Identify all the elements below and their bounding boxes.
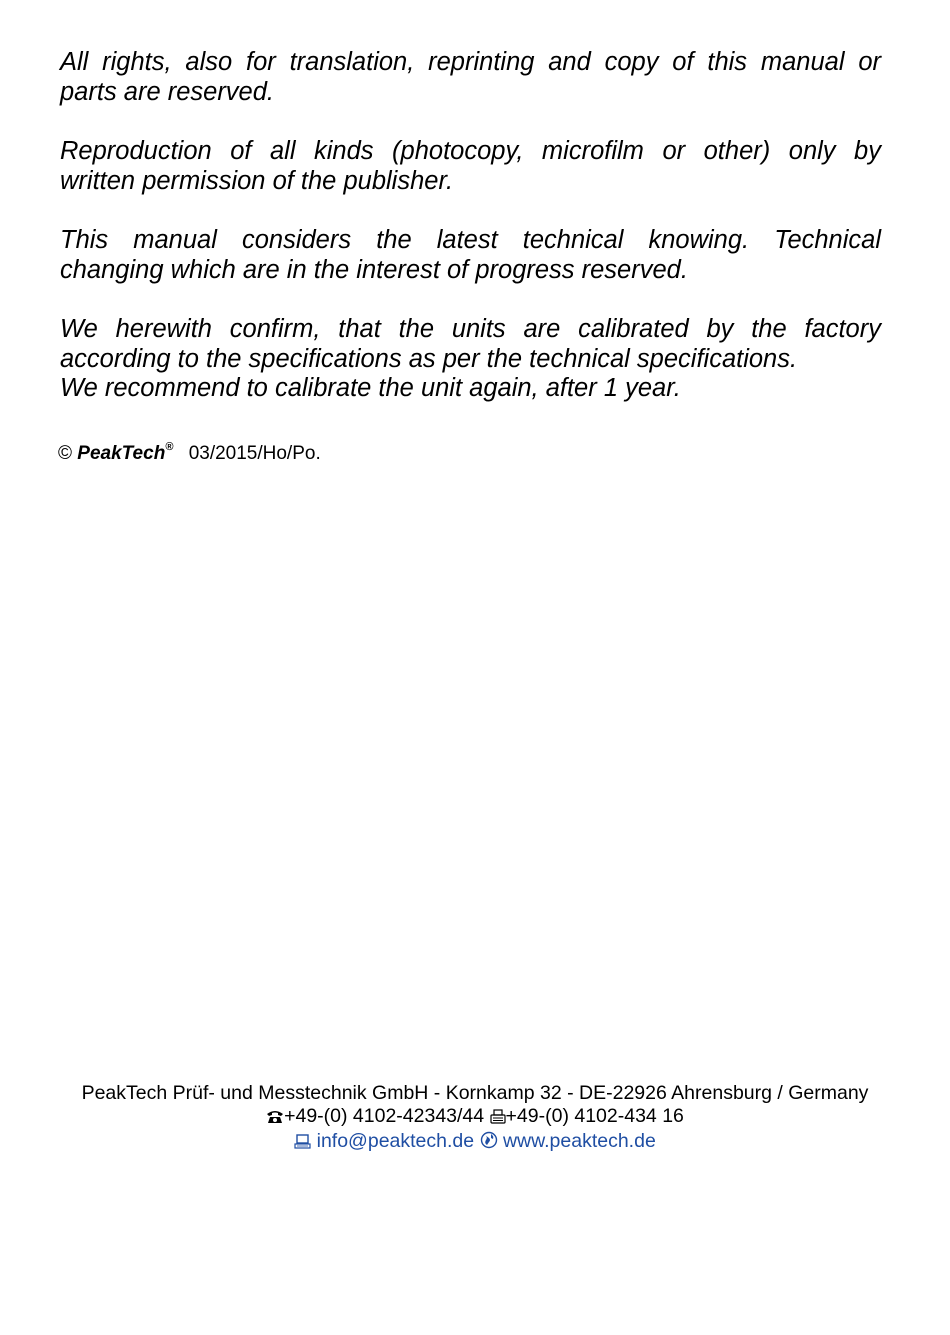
paragraph-line: written permission of the publisher.: [60, 166, 454, 195]
paragraph-line: This manual considers the latest technical knowing. Technical: [60, 226, 881, 254]
online-contacts: [0, 1130, 950, 1155]
paragraph-line: We herewith confirm, that the units are calibrated by the factory: [60, 315, 881, 343]
website-link[interactable]: www.peaktech.de: [502, 1130, 656, 1152]
registered-mark: ®: [165, 441, 174, 453]
fax-icon: [490, 1107, 506, 1130]
copyright-line: [58, 435, 321, 466]
paragraph-line: We recommend to calibrate the unit again, after 1 year.: [60, 374, 681, 402]
paragraph-line: changing which are in the interest of progress reserved.: [60, 255, 688, 284]
copyright-symbol: ©: [58, 443, 72, 464]
brand-name: PeakTech: [77, 443, 166, 464]
contact-numbers: [0, 1105, 950, 1130]
phone-number: +49-(0) 4102-42343/44: [284, 1105, 485, 1127]
fax-number: +49-(0) 4102-434 16: [505, 1105, 684, 1127]
paragraph-line: Reproduction of all kinds (photocopy, microfilm or other) only by: [60, 137, 881, 165]
rights-paragraph: [60, 48, 881, 107]
telephone-icon: [266, 1107, 284, 1130]
company-address: PeakTech Prüf- und Messtechnik GmbH - Kornkamp 32 - DE-22926 Ahrensburg / Germany: [81, 1082, 869, 1104]
company-footer: [0, 1082, 950, 1155]
paragraph-line: All rights, also for translation, reprinting and copy of this manual or: [60, 48, 881, 76]
date-code: 03/2015/Ho/Po.: [188, 443, 321, 464]
technical-paragraph: [60, 226, 881, 285]
paragraph-line: according to the specifications as per the technical specifications.: [60, 344, 798, 373]
reproduction-paragraph: [60, 137, 881, 196]
computer-icon: [294, 1132, 311, 1155]
paragraph-line: parts are reserved.: [60, 77, 275, 106]
email-link[interactable]: info@peaktech.de: [316, 1130, 475, 1152]
calibration-paragraph: [60, 315, 881, 404]
globe-icon: [480, 1131, 498, 1155]
